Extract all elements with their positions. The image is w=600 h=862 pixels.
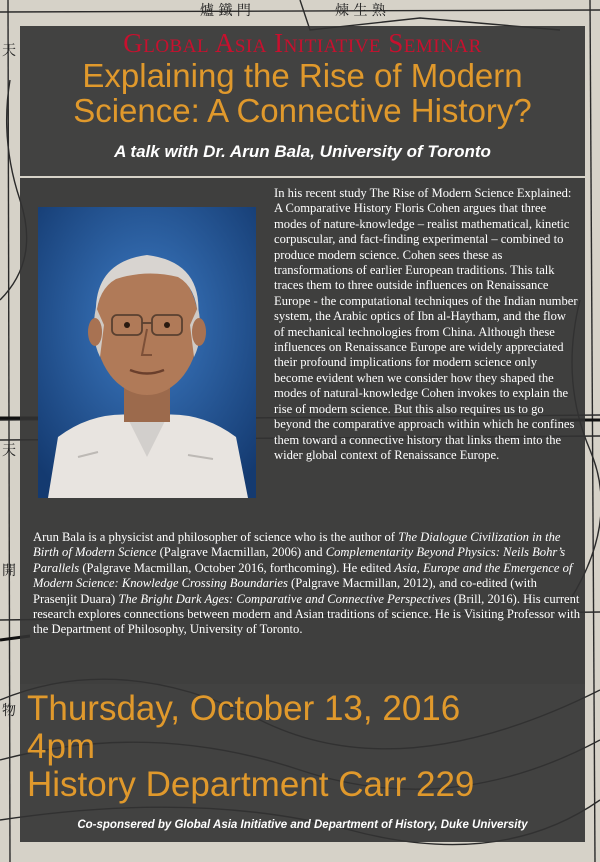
bio-text: (Palgrave Macmillan, October 2016, forthcoming). He edited xyxy=(79,560,395,575)
engraving-glyph: 開 xyxy=(2,563,16,579)
engraving-glyph: 物 xyxy=(2,703,16,719)
speaker-portrait xyxy=(38,207,256,498)
speaker-subtitle: A talk with Dr. Arun Bala, University of Toronto xyxy=(114,142,491,161)
seminar-series-title: Global Asia Initiative Seminar xyxy=(123,28,482,58)
talk-title-line2: Science: A Connective History? xyxy=(73,92,532,129)
bio-text: (Brill, 2016). His current research explores connections between modern and Asian traditions of science. He is Visiting Professor with the Department of Philosophy, University of Toronto. xyxy=(33,591,581,637)
engraving-glyph: 天 xyxy=(2,443,16,459)
bio-book-title: The Bright Dark Ages: Comparative and Connective Perspectives xyxy=(118,591,451,606)
talk-title-line1: Explaining the Rise of Modern xyxy=(82,57,523,94)
engraving-glyph: 煉 生 熟 xyxy=(335,3,386,19)
engraving-glyph: 爐 鐵 門 xyxy=(200,3,251,19)
cosponsor-note: Co-sponsered by Global Asia Initiative and Department of History, Duke University xyxy=(77,819,528,831)
bio-text: Arun Bala is a physicist and philosopher of science who is the author of xyxy=(33,530,399,544)
event-details xyxy=(27,690,587,804)
engraving-glyph: 天 xyxy=(2,43,16,59)
event-date: Thursday, October 13, 2016 xyxy=(27,689,461,728)
bio-book-title: Complementarity Beyond Physics: Neils Bohr’s Parallels xyxy=(33,545,566,575)
bio-book-title: Asia, Europe and the Emergence of Modern Science: Knowledge Crossing Boundaries xyxy=(33,560,573,591)
talk-title xyxy=(20,58,585,128)
bio-text: (Palgrave Macmillan, 2012), and co-edited (with Prasenjit Duara) xyxy=(33,576,537,606)
speaker-bio xyxy=(33,530,581,638)
event-location: History Department Carr 229 xyxy=(27,765,475,804)
speaker-photo xyxy=(38,207,256,498)
event-time: 4pm xyxy=(27,727,96,766)
bio-text: (Palgrave Macmillan, 2006) and xyxy=(156,545,326,560)
bio-book-title: The Dialogue Civilization in the Birth of Modern Science xyxy=(33,530,561,560)
talk-abstract: In his recent study The Rise of Modern Science Explained: A Comparative History Floris Cohen argues that three modes of nature-knowledge – realist mathematical, kinetic corpuscular, and fact-finding experimental – combined to produce modern science. Cohen sees these as transformations of earlier European traditions. This talk traces them to three outside influences on Renaissance Europe - the computational techniques of the Indian number system, the Arabic optics of Ibn al-Haytham, and the flow of mechanical technologies from China. Although these influences on Renaissance Europe are widely appreciated their profound implications for modern science only become evident when we consider how they shaped the modes of natural-knowledge Cohen invokes to explain the rise of modern science. But this also requires us to go beyond the comparative approach within which he confines them toward a connective history that links them into the wider global context of Renaissance Europe. xyxy=(274,186,578,462)
